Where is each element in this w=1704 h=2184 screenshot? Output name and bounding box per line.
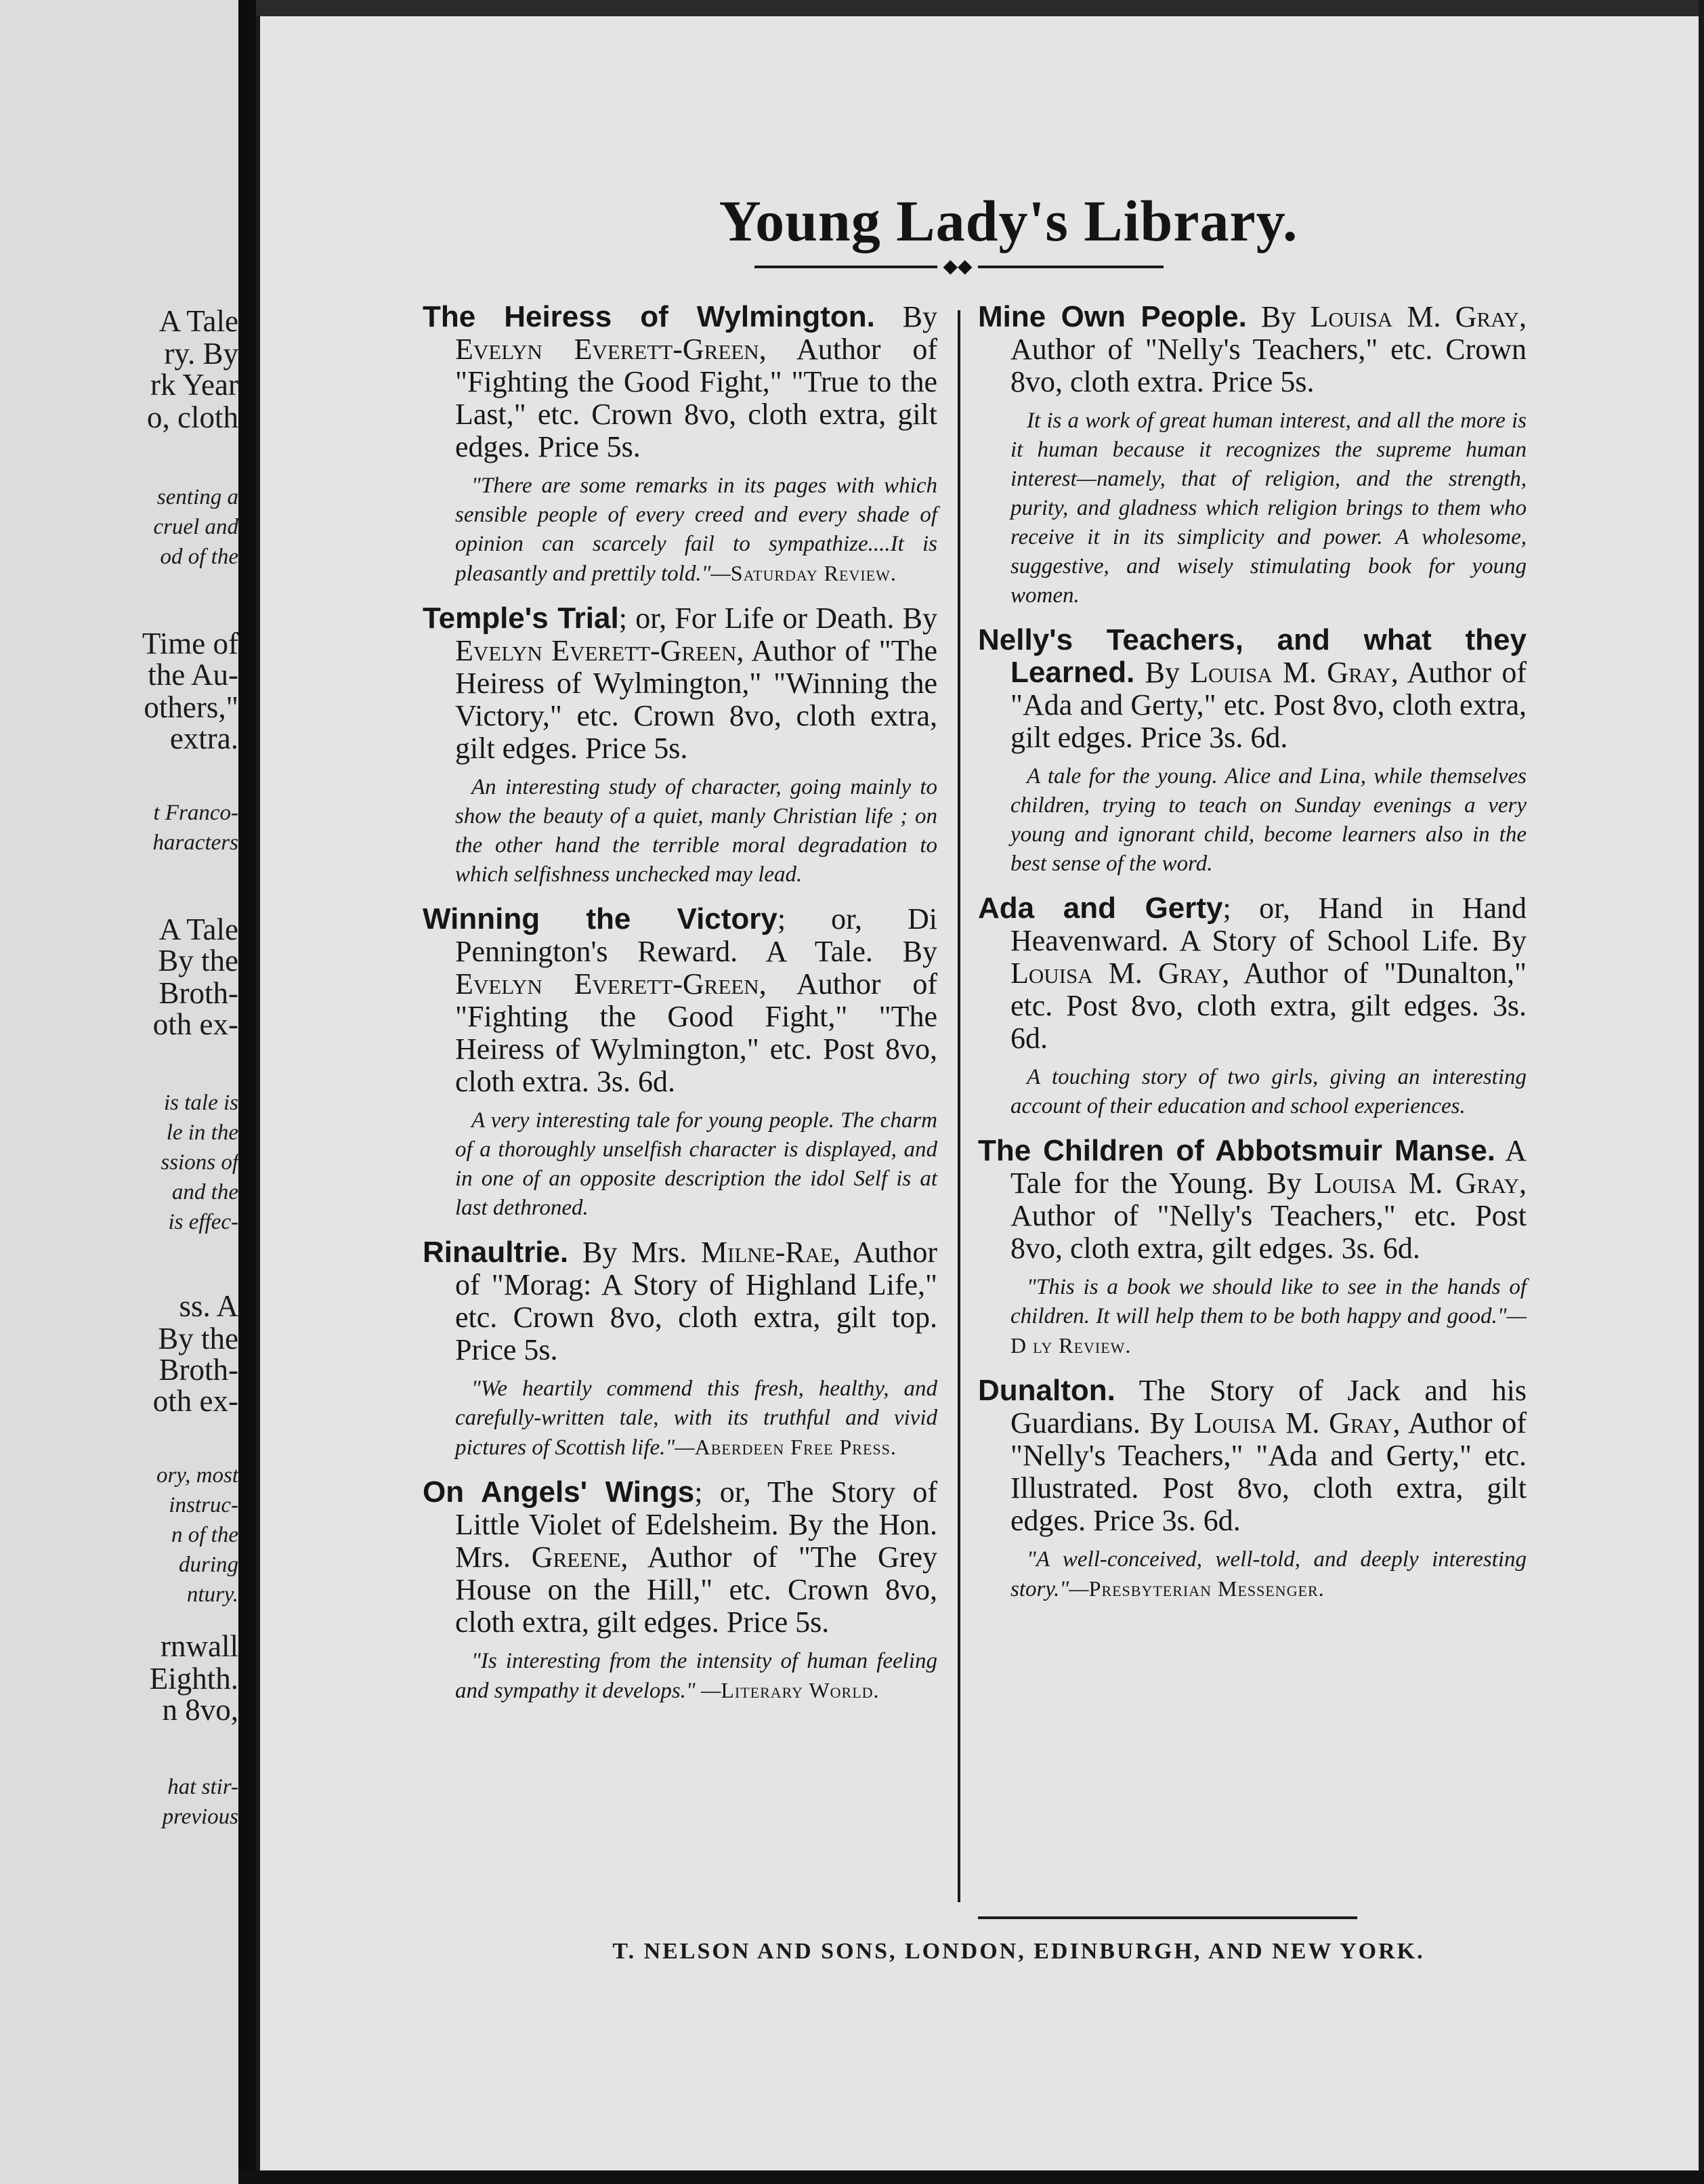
page-edge [1699, 0, 1704, 2184]
page-title: Young Lady's Library. [719, 188, 1298, 253]
facing-page-line: Broth- [158, 976, 238, 1010]
book-title: Dunalton. [978, 1374, 1115, 1407]
book-entry [423, 1476, 937, 1706]
book-author: Evelyn Everett-Green [455, 634, 737, 667]
facing-page-line: n 8vo, [162, 1693, 238, 1727]
byline-prefix: By [1246, 300, 1311, 333]
book-description [978, 1374, 1527, 1537]
book-title: Winning the Victory [423, 902, 778, 936]
book-title: Rinaultrie. [423, 1236, 569, 1269]
byline-prefix: By [1134, 656, 1191, 689]
book-title: The Children of Abbotsmuir Manse. [978, 1134, 1496, 1167]
review-text: "There are some remarks in its pages with which sensible people of every creed and every shade of opinion can scarcely fail to sympathize....It is pleasantly and prettily told."— [455, 474, 937, 586]
facing-page-line: ry. By [164, 337, 238, 371]
book-details: , Author of "Nelly's Teachers," etc. Crown 8vo, cloth extra. Price 5s. [1010, 300, 1527, 398]
facing-page-line: senting a [156, 485, 238, 509]
review-text: A very interesting tale for young people. The charm of a thoroughly unselfish character is displayed, and in one of an opposite description the idol Self is at last dethroned. [455, 1108, 937, 1220]
book-review [978, 1273, 1527, 1361]
title-ornament: ◆◆ [937, 257, 978, 275]
book-details: , Author of "The Heiress of Wylmington," "Winning the Victory," etc. Crown 8vo, cloth extra, gilt edges. Price 5s. [455, 634, 938, 765]
facing-page-line: others," [144, 690, 238, 724]
facing-page-line: extra. [169, 721, 238, 755]
book-review [423, 471, 937, 589]
facing-page-line: Eighth. [149, 1662, 238, 1696]
book-title: Mine Own People. [978, 300, 1247, 333]
byline-prefix: By the Hon. Mrs. [455, 1508, 937, 1574]
book-title: On Angels' Wings [423, 1475, 695, 1509]
facing-page-line: Broth- [158, 1353, 238, 1387]
review-text: "A well-conceived, well-told, and deeply interesting story."— [1010, 1547, 1527, 1601]
book-entry [423, 301, 937, 589]
book-review [423, 1647, 937, 1706]
book-details: , Author of "Fighting the Good Fight," "The Heiress of Wylmington," etc. Post 8vo, cloth extra. 3s. 6d. [455, 967, 937, 1098]
review-source: D ly Review. [1010, 1333, 1132, 1358]
facing-page [0, 0, 238, 2184]
publisher-imprint: T. NELSON AND SONS, LONDON, EDINBURGH, AND NEW YORK. [612, 1939, 1425, 1964]
title-suffix: ; or, The Story of Little Violet of Edelsheim. [455, 1475, 937, 1541]
byline-prefix: By [894, 602, 937, 635]
facing-page-line: rk Year [150, 368, 238, 402]
book-title: Temple's Trial [423, 602, 619, 635]
facing-page-line: ntury. [186, 1582, 238, 1607]
book-details: , Author of "The Grey House on the Hill," etc. Crown 8vo, cloth extra, gilt edges. Price 5s. [455, 1540, 937, 1639]
facing-page-line: previous [162, 1805, 238, 1829]
facing-page-line: rnwall [161, 1629, 238, 1663]
book-title: Nelly's Teachers, and what they Learned. [978, 623, 1527, 689]
book-description [978, 624, 1527, 754]
title-suffix: The Story of Jack and his Guardians. [1010, 1374, 1527, 1440]
book-author: Louisa M. Gray [1190, 656, 1391, 689]
title-suffix: ; or, Di Pennington's Reward. A Tale. [455, 902, 937, 968]
book-review [978, 762, 1527, 879]
facing-page-line: n of the [171, 1523, 238, 1547]
book-details: , Author of "Nelly's Teachers," "Ada and Gerty," etc. Illustrated. Post 8vo, cloth extra, gilt edges. Price 3s. 6d. [1010, 1406, 1527, 1537]
review-text: "Is interesting from the intensity of human feeling and sympathy it develops." — [455, 1649, 937, 1703]
book-author: Louisa M. Gray [1314, 1167, 1520, 1200]
catalog-page [256, 16, 1703, 2170]
review-source: Literary World. [721, 1678, 880, 1702]
book-entry [978, 1135, 1527, 1361]
facing-page-line: ory, most [156, 1463, 238, 1488]
book-gutter [238, 0, 256, 2184]
facing-page-line: A Tale [158, 304, 238, 338]
byline-prefix: By [1254, 1167, 1315, 1200]
facing-page-line: oth ex- [152, 1007, 238, 1041]
facing-page-line: ssions of [161, 1150, 238, 1175]
book-entry [978, 892, 1527, 1121]
book-review [423, 1106, 937, 1223]
column-divider [958, 310, 960, 1902]
title-suffix: ; or, For Life or Death. [618, 602, 895, 635]
facing-page-line: oth ex- [152, 1384, 238, 1418]
byline-prefix: By [1140, 1406, 1194, 1440]
book-entry [423, 903, 937, 1223]
book-details: , Author of "Morag: A Story of Highland Life," etc. Crown 8vo, cloth extra, gilt top. Price 5s. [455, 1236, 937, 1366]
facing-page-line: o, cloth [147, 400, 238, 434]
facing-page-line: and the [171, 1180, 238, 1204]
book-description [423, 301, 937, 463]
book-review [978, 406, 1527, 610]
book-description [978, 1135, 1527, 1265]
book-entry [423, 602, 937, 889]
book-details: , Author of "Fighting the Good Fight," "True to the Last," etc. Crown 8vo, cloth extra, gilt edges. Price 5s. [455, 333, 937, 463]
book-entry [978, 1374, 1527, 1604]
book-author: Milne-Rae [700, 1236, 833, 1269]
byline-prefix: By Mrs. [568, 1236, 701, 1269]
review-text: "This is a book we should like to see in the hands of children. It will help them to be both happy and good."— [1010, 1275, 1527, 1328]
book-description [423, 1236, 937, 1366]
facing-page-line: ss. A [179, 1289, 238, 1323]
book-review [423, 773, 937, 889]
review-text: It is a work of great human interest, and all the more is it human because it recognizes the supreme human interest—namely, that of religion, and the strength, purity, and gladness which religion brings to them who receive it in its simplicity and power. A wholesome, suggestive, and wisely stimulating book for young women. [1010, 408, 1527, 608]
facing-page-line: t Franco- [153, 801, 238, 825]
facing-page-line: By the [158, 944, 238, 978]
book-author: Louisa M. Gray [1010, 957, 1222, 990]
book-description [978, 301, 1527, 398]
book-details: , Author of "Ada and Gerty," etc. Post 8vo, cloth extra, gilt edges. Price 3s. 6d. [1010, 656, 1527, 754]
byline-prefix: By [1479, 924, 1527, 957]
facing-page-line: od of the [160, 545, 238, 569]
page-bottom-edge [238, 2170, 1704, 2184]
book-description [423, 1476, 937, 1639]
book-title: Ada and Gerty [978, 891, 1223, 925]
book-review [978, 1063, 1527, 1121]
review-text: "We heartily commend this fresh, healthy, and carefully-written tale, with its truthful and vivid pictures of Scottish life."— [455, 1377, 937, 1460]
review-source: Presbyterian Messenger. [1088, 1576, 1325, 1601]
facing-page-line: A Tale [158, 912, 238, 946]
facing-page-line: the Au- [148, 658, 238, 692]
left-column [423, 301, 937, 1719]
book-author: Evelyn Everett-Green [455, 333, 759, 366]
review-source: Saturday Review. [730, 561, 897, 585]
facing-page-line: hat stir- [167, 1775, 238, 1799]
facing-page-line: during [178, 1553, 238, 1577]
bottom-rule [978, 1916, 1357, 1919]
book-author: Greene [531, 1540, 621, 1574]
byline-prefix: By [872, 935, 937, 968]
review-text: A touching story of two girls, giving an interesting account of their education and school experiences. [1010, 1065, 1527, 1118]
book-author: Evelyn Everett-Green [455, 967, 759, 1001]
book-entry [423, 1236, 937, 1463]
facing-page-line: is effec- [168, 1210, 238, 1234]
review-text: An interesting study of character, going mainly to show the beauty of a quiet, manly Christian life ; on the other hand the terrible moral degradation to which selfishness unchecked may lead. [455, 775, 937, 887]
book-entry [978, 624, 1527, 879]
book-details: , Author of "Nelly's Teachers," etc. Post 8vo, cloth extra, gilt edges. 3s. 6d. [1010, 1167, 1527, 1265]
title-suffix: A Tale for the Young. [1010, 1134, 1527, 1200]
book-description [423, 602, 937, 765]
facing-page-line: haracters [152, 831, 238, 855]
book-author: Louisa M. Gray [1193, 1406, 1393, 1440]
book-details: , Author of "Dunalton," etc. Post 8vo, cloth extra, gilt edges. 3s. 6d. [1010, 957, 1527, 1055]
facing-page-line: instruc- [169, 1493, 238, 1517]
facing-page-line: is tale is [163, 1091, 238, 1115]
book-description [423, 903, 937, 1098]
book-entry [978, 301, 1527, 610]
title-suffix: ; or, Hand in Hand Heavenward. A Story of School Life. [1010, 891, 1527, 957]
facing-page-line: By the [158, 1322, 238, 1356]
book-description [978, 892, 1527, 1055]
facing-page-text [0, 0, 238, 2184]
byline-prefix: By [874, 300, 937, 333]
book-author: Louisa M. Gray [1310, 300, 1519, 333]
book-review [423, 1374, 937, 1463]
facing-page-line: le in the [166, 1120, 238, 1145]
review-text: A tale for the young. Alice and Lina, while themselves children, trying to teach on Sunday evenings a very young and ignorant child, become learners also in the best sense of the word. [1010, 764, 1527, 876]
facing-page-line: cruel and [153, 515, 238, 539]
review-source: Aberdeen Free Press. [694, 1435, 897, 1459]
book-review [978, 1545, 1527, 1604]
book-title: The Heiress of Wylmington. [423, 300, 875, 333]
facing-page-line: Time of [142, 627, 238, 660]
right-column [978, 301, 1527, 1618]
